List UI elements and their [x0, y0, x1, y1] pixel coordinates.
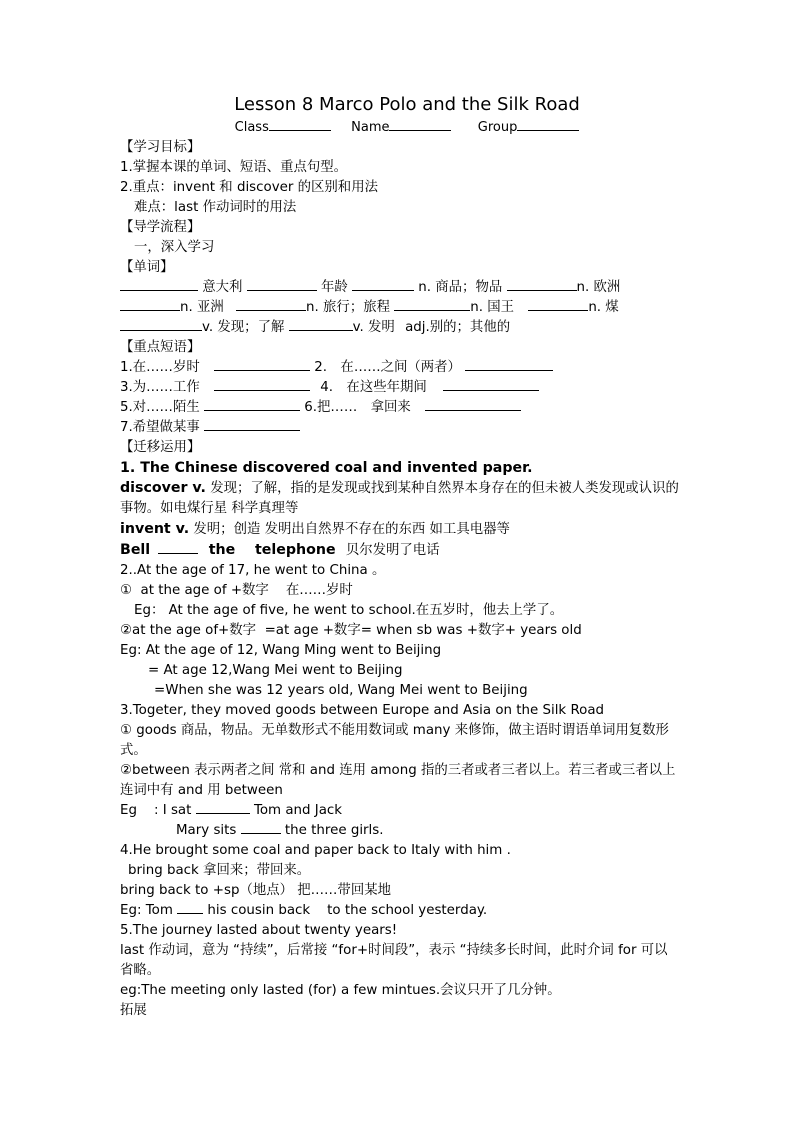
- phrase-4: 4. 在这些年期间: [320, 380, 427, 395]
- phrase-blank[interactable]: [425, 398, 521, 411]
- sentence-2: 2..At the age of 17, he went to China 。: [120, 563, 386, 578]
- phrase-blank[interactable]: [214, 358, 310, 371]
- group-blank[interactable]: [517, 118, 579, 131]
- vocab-line-2: [120, 298, 680, 318]
- invent-definition: 发明；创造 发明出自然界不存在的东西 如工具电器等: [193, 522, 510, 537]
- discover-definition: 发现；了解，指的是发现或找到某种自然界本身存在的但未被人类发现或认识的事物。如电煤行星 科学真理等: [120, 481, 679, 516]
- phrase-blank[interactable]: [214, 378, 310, 391]
- sentence-3-note-2: ②between 表示两者之间 常和 and 连用 among 指的三者或者三者以上。若三者或三者以上 连词中有 and 用 between: [120, 763, 676, 798]
- goal-item-1: 1.掌握本课的单词、短语、重点句型。: [120, 160, 348, 175]
- expand-label: 拓展: [120, 1003, 147, 1018]
- transfer-heading: 【迁移运用】: [120, 440, 201, 455]
- sentence-5-example: eg:The meeting only lasted (for) a few mintues.会议只开了几分钟。: [120, 983, 561, 998]
- vocab-word: n. 亚洲: [180, 300, 224, 315]
- example-blank[interactable]: [196, 801, 250, 814]
- sentence-4-example: [120, 901, 680, 921]
- phrase-line-3: [120, 398, 680, 418]
- page-title: Lesson 8 Marco Polo and the Silk Road: [234, 94, 580, 115]
- vocab-word: 年龄: [320, 280, 348, 295]
- class-label: Class: [234, 120, 269, 135]
- example-start: Eg : I sat: [120, 803, 192, 818]
- vocab-word: n. 煤: [588, 300, 619, 315]
- discover-note: [120, 478, 680, 519]
- phrase-2: 2. 在……之间（两者）: [314, 360, 461, 375]
- invent-term: invent v.: [120, 521, 190, 537]
- phrase-5: 5.对……陌生: [120, 400, 200, 415]
- vocab-word: n. 商品；物品: [418, 280, 503, 295]
- sentence-1: 1. The Chinese discovered coal and invented paper.: [120, 460, 533, 476]
- example-blank[interactable]: [241, 821, 281, 834]
- vocab-word: n. 旅行；旅程: [306, 300, 390, 315]
- sentence-2-note-1: ① at the age of +数字 在……岁时: [120, 583, 353, 598]
- bell-translation: 贝尔发明了电话: [345, 543, 440, 558]
- vocab-word: adj.别的；其他的: [405, 320, 511, 335]
- example-start: Mary sits: [176, 823, 237, 838]
- vocab-word: v. 发明: [352, 320, 395, 335]
- vocab-blank[interactable]: [394, 298, 470, 311]
- name-blank[interactable]: [389, 118, 451, 131]
- example-blank[interactable]: [177, 901, 203, 914]
- phrase-blank[interactable]: [204, 418, 300, 431]
- goals-heading: 【学习目标】: [120, 140, 201, 155]
- worksheet: [120, 92, 680, 1021]
- vocab-blank[interactable]: [507, 278, 577, 291]
- bell-blank[interactable]: [158, 541, 198, 554]
- phrase-1: 1.在……岁时: [120, 360, 200, 375]
- vocab-blank[interactable]: [289, 318, 353, 331]
- vocab-blank[interactable]: [236, 298, 306, 311]
- discover-term: discover v.: [120, 480, 206, 496]
- process-heading: 【导学流程】: [120, 220, 201, 235]
- sentence-2-example-3: = At age 12,Wang Mei went to Beijing: [148, 663, 403, 678]
- goal-item-3: 难点：last 作动词时的用法: [134, 200, 297, 215]
- vocab-word: v. 发现；了解: [202, 320, 285, 335]
- phrase-blank[interactable]: [443, 378, 539, 391]
- goal-item-2: 2.重点：invent 和 discover 的区别和用法: [120, 180, 378, 195]
- sentence-2-example-2: Eg: At the age of 12, Wang Ming went to Beijing: [120, 643, 442, 658]
- vocab-word: n. 欧洲: [576, 280, 621, 295]
- name-label: Name: [351, 120, 390, 135]
- phrase-3: 3.为……工作: [120, 380, 200, 395]
- vocab-blank[interactable]: [247, 278, 317, 291]
- sentence-4-note-1: bring back 拿回来；带回来。: [128, 863, 311, 878]
- example-end: his cousin back to the school yesterday.: [207, 903, 488, 918]
- phrase-7: 7.希望做某事: [120, 420, 200, 435]
- phrase-blank[interactable]: [465, 358, 553, 371]
- vocab-blank[interactable]: [120, 318, 202, 331]
- phrase-6: 6.把…… 拿回来: [304, 400, 411, 415]
- vocab-word: 意大利: [202, 280, 243, 295]
- phrases-heading: 【重点短语】: [120, 340, 201, 355]
- phrase-blank[interactable]: [204, 398, 300, 411]
- sentence-3-example-1: [120, 801, 680, 821]
- vocab-line-3: [120, 318, 680, 338]
- example-end: the three girls.: [284, 823, 384, 838]
- example-start: Eg: Tom: [120, 903, 173, 918]
- sentence-3: 3.Togeter, they moved goods between Europe and Asia on the Silk Road: [120, 703, 605, 718]
- bell-start: Bell: [120, 542, 151, 558]
- vocab-blank[interactable]: [120, 298, 180, 311]
- vocab-blank[interactable]: [352, 278, 414, 291]
- invent-note: [120, 519, 680, 540]
- sentence-5: 5.The journey lasted about twenty years!: [120, 923, 398, 938]
- sentence-5-note: last 作动词，意为 “持续”，后常接 “for+时间段”，表示 “持续多长时间，此时介词 for 可以省略。: [120, 943, 668, 978]
- bell-line: [120, 540, 680, 561]
- bell-object: the telephone: [208, 542, 336, 558]
- student-info-line: [120, 118, 680, 138]
- phrase-line-2: [120, 378, 680, 398]
- sentence-3-note-1: ① goods 商品，物品。无单数形式不能用数词或 many 来修饰，做主语时谓语单词用复数形式。: [120, 723, 669, 758]
- phrase-line-4: [120, 418, 680, 438]
- sentence-4-note-2: bring back to +sp（地点） 把……带回某地: [120, 883, 391, 898]
- example-end: Tom and Jack: [253, 803, 343, 818]
- sentence-4: 4.He brought some coal and paper back to Italy with him .: [120, 843, 511, 858]
- sentence-2-example-4: =When she was 12 years old, Wang Mei went to Beijing: [154, 683, 528, 698]
- process-step-1: 一，深入学习: [134, 240, 215, 255]
- vocab-line-1: [120, 278, 680, 298]
- sentence-3-example-2: [120, 821, 680, 841]
- sentence-2-example-1: Eg： At the age of five, he went to school.在五岁时，他去上学了。: [134, 603, 564, 618]
- class-blank[interactable]: [269, 118, 331, 131]
- sentence-2-note-2: ②at the age of+数字 =at age +数字= when sb was +数字+ years old: [120, 623, 582, 638]
- vocab-blank[interactable]: [528, 298, 588, 311]
- group-label: Group: [477, 120, 518, 135]
- vocab-blank[interactable]: [120, 278, 198, 291]
- words-heading: 【单词】: [120, 260, 174, 275]
- phrase-line-1: [120, 358, 680, 378]
- vocab-word: n. 国王: [470, 300, 515, 315]
